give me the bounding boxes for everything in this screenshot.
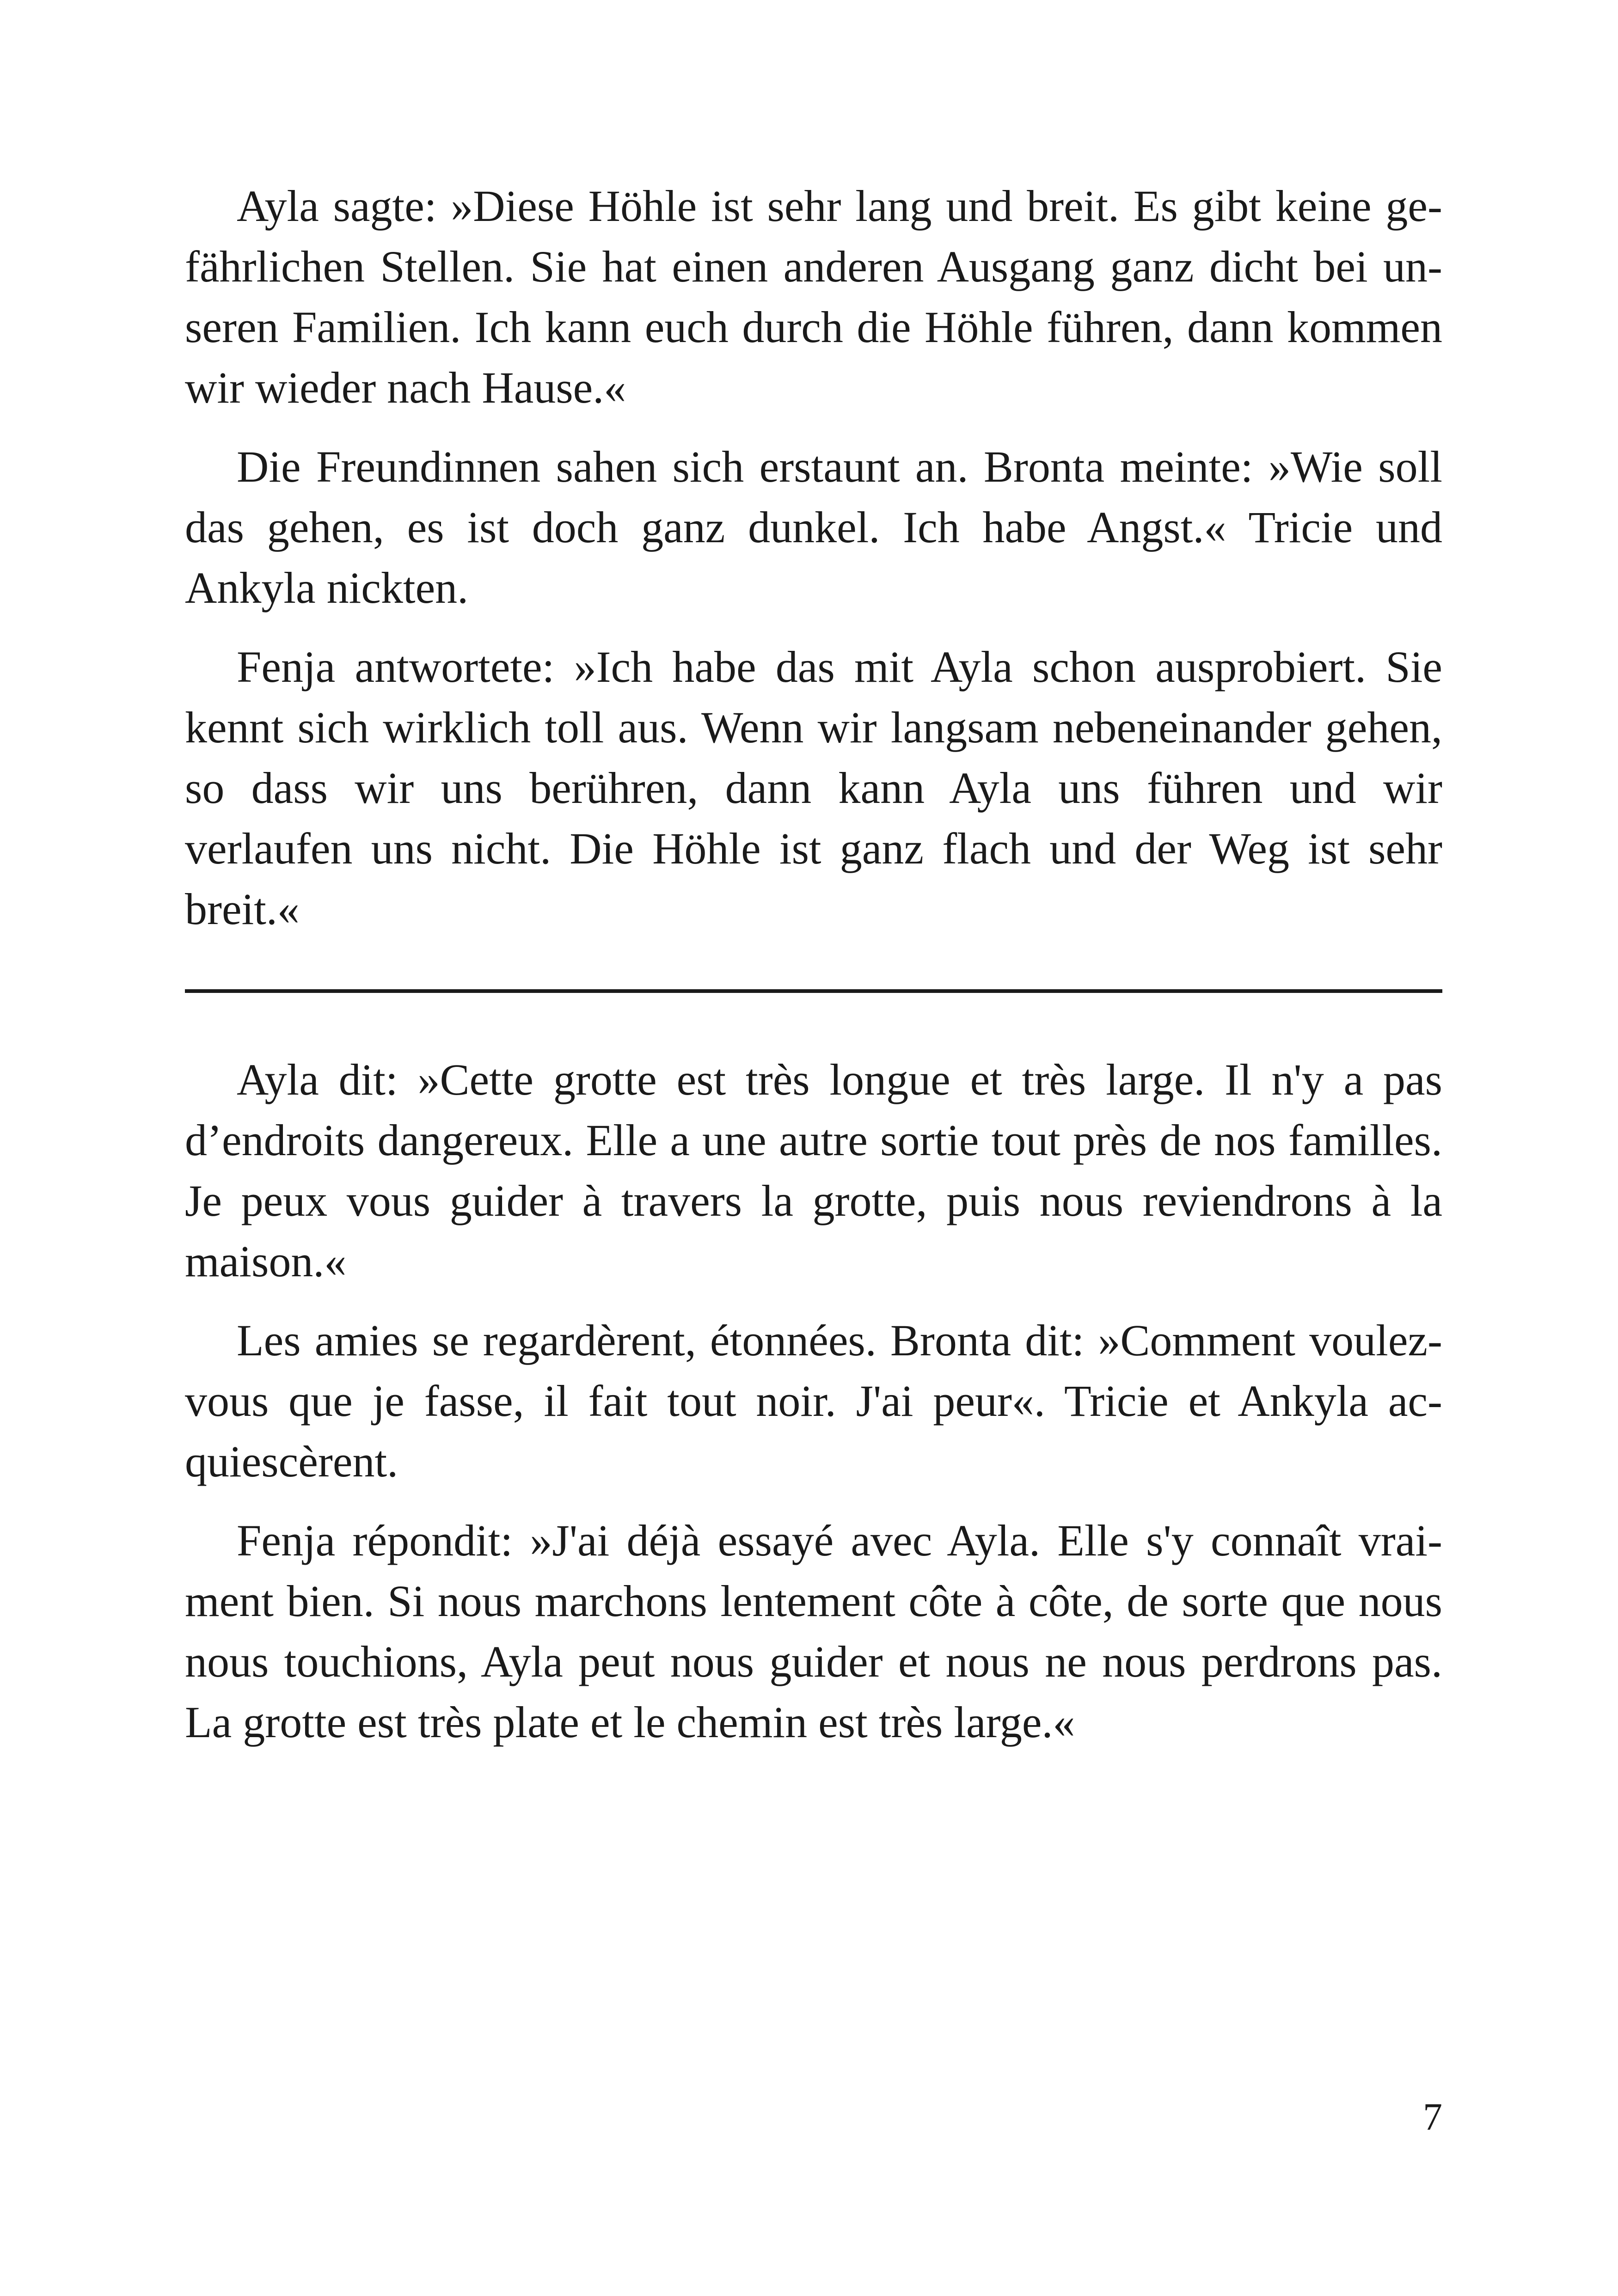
french-paragraph-1: Ayla dit: »Cette grotte est très longue et très large. Il n'y a pas d’endroits dangereux. Elle a une autre sortie tout près de nos familles. Je peux vous guider à travers la grotte, puis nous reviendrons à la maison.« (185, 1055, 1442, 1286)
french-text-section (185, 1049, 1442, 1771)
section-divider-line (185, 989, 1442, 993)
german-paragraph-2: Die Freundinnen sahen sich erstaunt an. Bronta meinte: »Wie soll das gehen, es ist doch ganz dunkel. Ich habe Angst.« Tricie und Ankyla nickten. (185, 442, 1442, 612)
german-paragraph-3: Fenja antwortete: »Ich habe das mit Ayla schon ausprobiert. Sie kennt sich wirklich toll aus. Wenn wir langsam nebeneinander gehen, so dass wir uns berühren, dann kann Ayla uns führen und wir verlaufen uns nicht. Die Höhle ist ganz flach und der Weg ist sehr breit.« (185, 642, 1442, 934)
german-paragraph-1: Ayla sagte: »Diese Höhle ist sehr lang und breit. Es gibt keine gefährlichen Stellen. Sie hat einen anderen Ausgang ganz dicht bei unseren Familien. Ich kann euch durch die Höhle führen, dann kommen wir wieder nach Hause.« (185, 181, 1442, 412)
german-text-section (185, 176, 1442, 958)
french-paragraph-2: Les amies se regardèrent, étonnées. Bronta dit: »Comment voulez-vous que je fasse, il fait tout noir. J'ai peur«. Tricie et Ankyla acquiescèrent. (185, 1316, 1442, 1486)
french-paragraph-3: Fenja répondit: »J'ai déjà essayé avec Ayla. Elle s'y connaît vraiment bien. Si nous marchons lentement côte à côte, de sorte que nous nous touchions, Ayla peut nous guider et nous ne nous perdrons pas. La grotte est très plate et le chemin est très large.« (185, 1516, 1442, 1747)
page-number: 7 (1423, 2095, 1442, 2138)
